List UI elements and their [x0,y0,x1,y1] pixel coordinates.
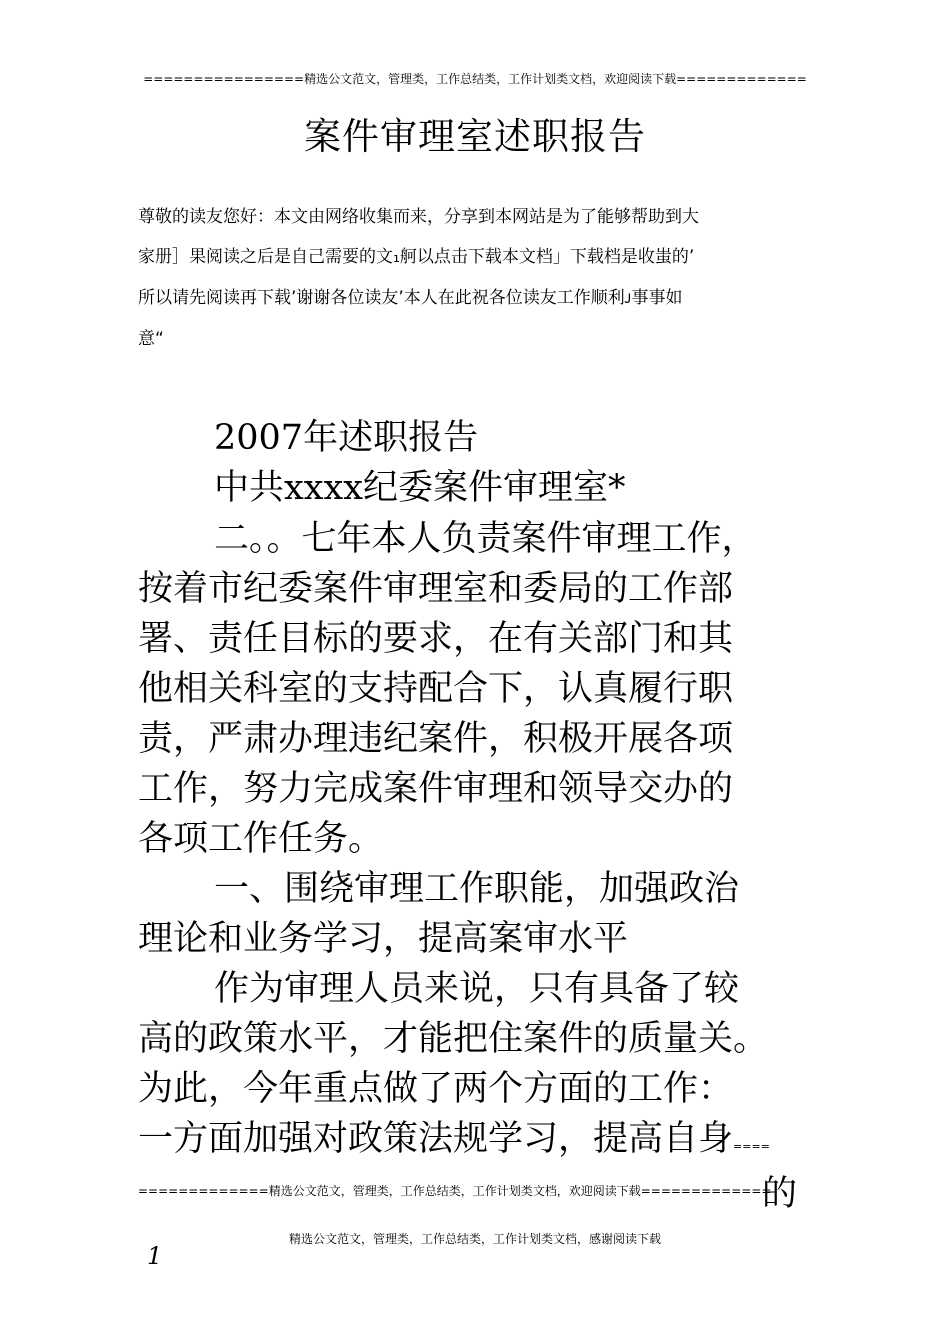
body-line: 署、责任目标的要求，在有关部门和其 [138,619,734,659]
body-line: 为此，今年重点做了两个方面的工作： [138,1069,734,1109]
body-line: 他相关科室的支持配合下，认真履行职 [138,669,734,709]
page-number: 1 [147,1242,163,1270]
line-tail: ==== [733,1140,770,1153]
body-line: 作为审理人员来说，只有具备了较 [214,969,740,1009]
body-line [138,1115,770,1171]
report-heading: 2007年述职报告 [214,418,479,458]
body-line-text: 一方面加强对政策法规学习，提高自身 [138,1119,734,1159]
body-line: 责，严肃办理违纪案件，积极开展各项 [138,719,734,759]
footer-line: =============精选公文范文，管理类，工作总结类，工作计划类文档，欢迎阅读下载============= [138,1184,772,1198]
section-heading: 一、围绕审理工作职能，加强政治 [214,869,740,909]
intro-line-2: 家册］果阅读之后是自己需要的文₁舸以点击下载本文档」下载档是收蚩的’ [138,247,695,267]
page-header: ================精选公文范文，管理类，工作总结类，工作计划类文档，欢迎阅读下载============= [143,72,807,86]
body-line: 按着市纪委案件审理室和委局的工作部 [138,569,734,609]
footer-caption: 精选公文范文，管理类，工作总结类，工作计划类文档，感谢阅读下载 [288,1232,661,1246]
intro-line-3: 所以请先阅读再下载’谢谢各位读友’本人在此祝各位读友工作顺利ᴊ事事如 [138,288,683,308]
body-line: 二。。七年本人负责案件审理工作， [214,519,757,559]
document-title: 案件审理室述职报告 [304,115,646,158]
section-heading-cont: 理论和业务学习，提高案审水平 [138,919,629,959]
report-subheading: 中共xxxx纪委案件审理室* [214,468,626,508]
body-line: 工作，努力完成案件审理和领导交办的 [138,769,734,809]
body-line: 各项工作任务。 [138,819,384,859]
footer-char: 的 [762,1174,798,1214]
body-line: 高的政策水平，才能把住案件的质量关。 [138,1019,769,1059]
intro-line-1: 尊敬的读友您好：本文由网络收集而来，分享到本网站是为了能够帮助到大 [138,207,699,227]
intro-line-4: 意“ [138,329,164,349]
